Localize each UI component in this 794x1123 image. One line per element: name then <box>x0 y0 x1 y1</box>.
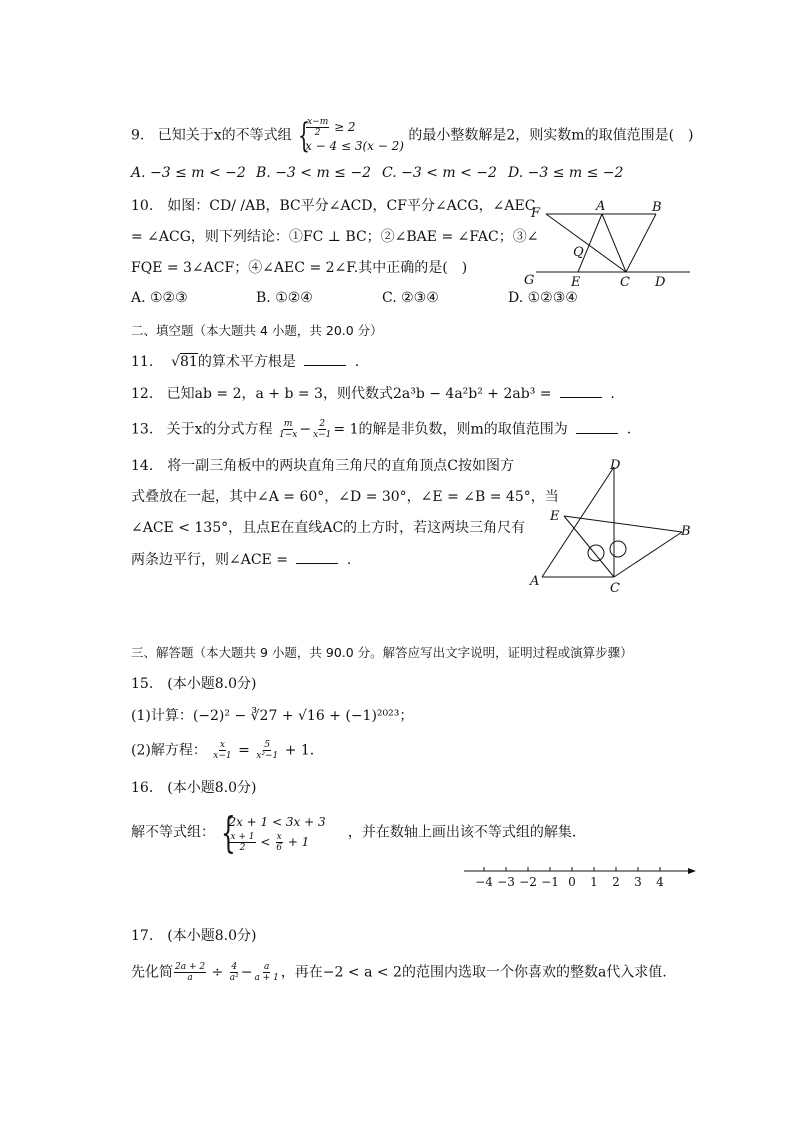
question-10-line-3: FQE = 3∠ACF；④∠AEC = 2∠F.其中正确的是( ) <box>131 260 468 276</box>
question-17-body: 先化简 $\frac{2a + 2}{a}$ ÷ $\frac{4}{\text{a²}}$ − $\frac{a}{a + 1}$ ，再在−2 < a < 2的范围内选取一个你喜欢的整数a代入求值. <box>131 962 667 983</box>
section-2-heading: 二、填空题（本大题共 4 小题，共 20.0 分） <box>131 323 383 338</box>
label-c: C <box>610 581 620 595</box>
option-d: D. ①②③④ <box>508 290 578 306</box>
option-d: D. −3 ≤ m ≤ −2 <box>508 165 624 181</box>
tick-label: 0 <box>568 875 576 889</box>
option-c: C. −3 < m < −2 <box>382 165 497 181</box>
option-c: C. ②③④ <box>382 290 439 306</box>
question-9 <box>131 117 694 154</box>
question-14-line-1: 14. 将一副三角板中的两块直角三角尺的直角顶点C按如图方 <box>131 458 514 474</box>
question-11: 11. √81的算术平方根是 . <box>131 354 360 370</box>
question-text: 已知关于x的不等式组 <box>157 127 292 144</box>
label-e: E <box>550 509 560 524</box>
sqrt-symbol: √ <box>171 354 180 370</box>
tick-label: 4 <box>656 875 664 889</box>
option-a: A. −3 ≤ m < −2 <box>131 165 246 181</box>
label-a: A <box>596 199 606 214</box>
question-number: 9. <box>131 127 145 144</box>
label-e: E <box>571 275 581 290</box>
question-14-line-3: ∠ACE < 135°，且点E在直线AC的上方时，若这两块三角尺有 <box>131 520 526 536</box>
question-14-line-4: 两条边平行，则∠ACE = . <box>131 552 352 568</box>
brace: { <box>298 115 311 156</box>
q14-figure <box>520 455 700 595</box>
label-a: A <box>530 574 540 589</box>
tick-label: −2 <box>519 875 537 889</box>
section-3-heading: 三、解答题（本大题共 9 小题，共 90.0 分。解答应写出文字说明，证明过程或演算步骤） <box>131 645 633 660</box>
answer-blank[interactable] <box>304 353 346 366</box>
label-b: B <box>681 524 691 539</box>
tick-label: −3 <box>497 875 515 889</box>
option-a: A. ①②③ <box>131 290 188 306</box>
question-17-head: 17. (本小题8.0分) <box>131 928 257 944</box>
question-12: 12. 已知ab = 2，a + b = 3，则代数式2a³b − 4a²b² + 2ab³ = . <box>131 386 615 402</box>
label-f: F <box>531 206 541 221</box>
tick-label: 3 <box>634 875 642 889</box>
label-d: D <box>655 275 666 290</box>
question-10-line-2: = ∠ACG，则下列结论：①FC ⊥ BC；②∠BAE = ∠FAC；③∠ <box>131 229 539 245</box>
label-c: C <box>620 275 630 290</box>
question-16-body: 解不等式组： { 2x + 1 < 3x + 3 $\frac{x + 1}{2}$ < $\frac{x}{6}$ + 1 ，并在数轴上画出该不等式组的解集. <box>131 807 577 857</box>
label-d: D <box>610 458 621 473</box>
question-15-part-1: (1)计算：(−2)² − ∛27 + √16 + (−1)²⁰²³； <box>131 708 414 724</box>
answer-blank[interactable] <box>296 551 338 564</box>
inequality-system: { $\frac{x-m}{2}$ ≥ 2 x − 4 ≤ 3(x − 2) <box>298 115 404 156</box>
question-10-line-1: 10. 如图：CD/ /AB，BC平分∠ACD，CF平分∠ACG，∠AEC <box>131 198 536 214</box>
answer-blank[interactable] <box>560 385 602 398</box>
question-text-end: 的最小整数解是2，则实数m的取值范围是( ) <box>408 127 694 144</box>
number-line <box>460 860 700 892</box>
question-15-head: 15. (本小题8.0分) <box>131 676 257 692</box>
label-q: Q <box>573 245 584 260</box>
option-b: B. −3 < m ≤ −2 <box>256 165 372 181</box>
question-16-head: 16. (本小题8.0分) <box>131 780 257 796</box>
tick-label: −4 <box>475 875 493 889</box>
question-15-part-2: (2)解方程： $\frac{x}{x-1}$ = $\frac{5}{\text{x²−1}}$ + 1. <box>131 740 315 761</box>
label-g: G <box>524 273 535 288</box>
option-b: B. ①②④ <box>256 290 313 306</box>
question-13: 13. 关于x的分式方程 $\frac{m}{1-x}$ − $\frac{2}{x-1}$ = 1的解是非负数，则m的取值范围为 . <box>131 419 632 440</box>
tick-label: 1 <box>590 875 598 889</box>
answer-blank[interactable] <box>576 421 618 434</box>
question-14-line-2: 式叠放在一起，其中∠A = 60°，∠D = 30°，∠E = ∠B = 45°，当 <box>131 489 559 505</box>
q10-figure <box>520 196 700 294</box>
label-b: B <box>652 200 662 215</box>
tick-label: 2 <box>612 875 620 889</box>
tick-label: −1 <box>541 875 559 889</box>
inequality-system: { 2x + 1 < 3x + 3 $\frac{x + 1}{2}$ < $\frac{x}{6}$ + 1 <box>221 807 326 857</box>
